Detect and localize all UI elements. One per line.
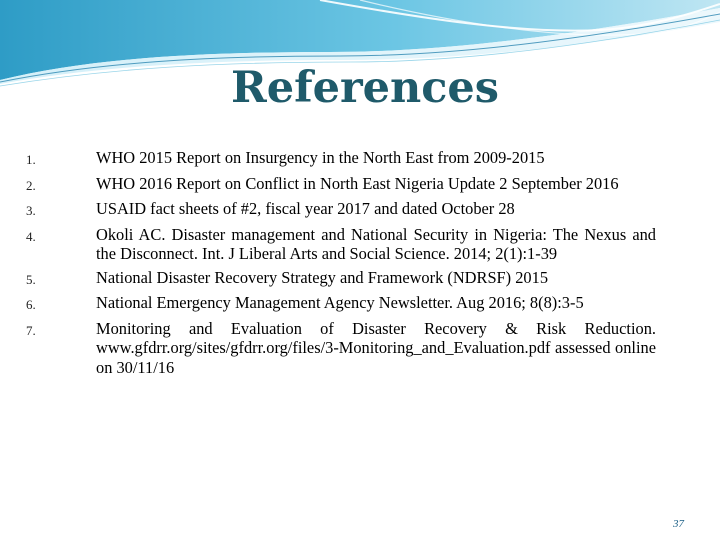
reference-item: [26, 174, 656, 196]
reference-text: Monitoring and Evaluation of Disaster Recovery & Risk Reduction. www.gfdrr.org/sites/gfdrr.org/files/3-Monitoring_and_Evaluation.pdf assessed online on 30/11/16: [96, 318, 656, 377]
page-number: 37: [673, 518, 684, 530]
reference-text: National Emergency Management Agency Newsletter. Aug 2016; 8(8):3-5: [96, 293, 584, 312]
reference-text: National Disaster Recovery Strategy and Framework (NDRSF) 2015: [96, 267, 549, 287]
reference-text: Okoli AC. Disaster management and National Security in Nigeria: The Nexus and the Disconnect. Int. J Liberal Arts and Social Science. 2014; 2(1):1-39: [96, 224, 656, 263]
reference-text: USAID fact sheets of #2, fiscal year 2017 and dated October 28: [96, 199, 515, 218]
reference-item: [26, 319, 656, 378]
slide-title: References: [231, 63, 499, 113]
reference-number: 6.: [26, 297, 36, 312]
reference-list: [26, 148, 656, 381]
reference-item: [26, 148, 656, 170]
reference-text: WHO 2016 Report on Conflict in North East Nigeria Update 2 September 2016: [96, 173, 619, 193]
reference-number: 2.: [26, 177, 36, 193]
reference-item: [26, 225, 656, 264]
reference-number: 3.: [26, 203, 36, 218]
reference-number: 7.: [26, 322, 36, 338]
reference-number: 5.: [26, 271, 36, 287]
reference-item: [26, 199, 656, 221]
reference-number: 1.: [26, 152, 36, 167]
reference-item: [26, 293, 656, 315]
reference-number: 4.: [26, 228, 36, 244]
reference-item: [26, 268, 656, 290]
reference-text: WHO 2015 Report on Insurgency in the North East from 2009-2015: [96, 148, 545, 167]
